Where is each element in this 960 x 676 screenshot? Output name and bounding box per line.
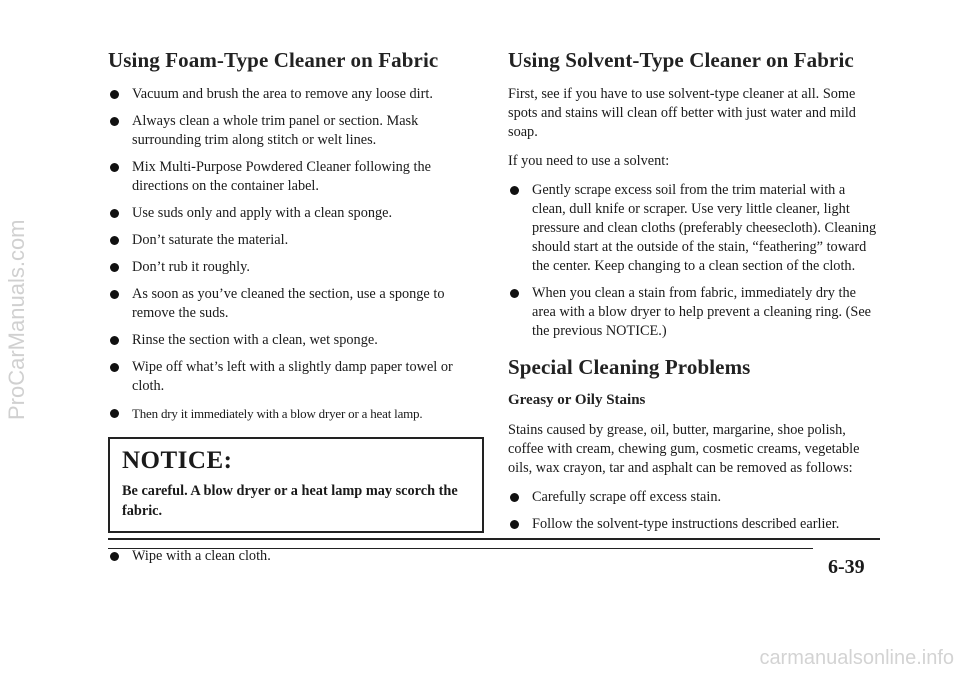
bottom-watermark: carmanualsonline.info <box>759 647 954 669</box>
list-item: Then dry it immediately with a blow dryer or a heat lamp. <box>108 404 480 423</box>
after-notice-steps <box>108 547 480 566</box>
greasy-stains-subheading: Greasy or Oily Stains <box>508 392 646 408</box>
list-item: Don’t rub it roughly. <box>108 258 480 277</box>
footer-rule-top <box>108 538 880 540</box>
bullet-icon <box>110 552 119 561</box>
list-item: Rinse the section with a clean, wet sponge. <box>108 331 480 350</box>
notice-title: NOTICE: <box>122 447 233 474</box>
bullet-icon <box>510 186 519 195</box>
right-column <box>508 40 880 542</box>
bullet-icon <box>110 117 119 126</box>
list-item: Carefully scrape off excess stain. <box>508 488 880 507</box>
list-item: Gently scrape excess soil from the trim material with a clean, dull knife or scraper. Use very little cleaner, light pressure and clean cloths (preferably cheesecloth). Cleaning should start at the outside of the stain, “feathering” toward the center. Keep changing to a clean section of the cloth. <box>508 181 880 276</box>
greasy-stains-paragraph: Stains caused by grease, oil, butter, margarine, shoe polish, coffee with cream, chewing gum, cosmetic creams, vegetable oils, wax crayon, tar and asphalt can be removed as follows: <box>508 422 860 476</box>
bullet-icon <box>510 289 519 298</box>
notice-text: Be careful. A blow dryer or a heat lamp may scorch the fabric. <box>122 483 458 519</box>
special-cleaning-heading: Special Cleaning Problems <box>508 355 751 379</box>
left-column <box>108 40 480 574</box>
page-number: 6-39 <box>828 556 865 578</box>
greasy-stains-steps <box>508 488 880 534</box>
bullet-icon <box>110 163 119 172</box>
solvent-steps <box>508 181 880 341</box>
list-item: Mix Multi-Purpose Powdered Cleaner following the directions on the container label. <box>108 158 480 196</box>
list-item: As soon as you’ve cleaned the section, use a sponge to remove the suds. <box>108 285 480 323</box>
bullet-icon <box>510 493 519 502</box>
bullet-icon <box>110 209 119 218</box>
list-item: Wipe off what’s left with a slightly damp paper towel or cloth. <box>108 358 480 396</box>
list-item: Always clean a whole trim panel or section. Mask surrounding trim along stitch or welt lines. <box>108 112 480 150</box>
foam-cleaner-steps <box>108 85 480 423</box>
bullet-icon <box>110 90 119 99</box>
list-item: Wipe with a clean cloth. <box>108 547 480 566</box>
bullet-icon <box>510 520 519 529</box>
list-item: Don’t saturate the material. <box>108 231 480 250</box>
bullet-icon <box>110 336 119 345</box>
bullet-icon <box>110 236 119 245</box>
bullet-icon <box>110 363 119 372</box>
bullet-icon <box>110 409 119 418</box>
bullet-icon <box>110 263 119 272</box>
solvent-intro-question: If you need to use a solvent: <box>508 153 670 169</box>
list-item: Use suds only and apply with a clean sponge. <box>108 204 480 223</box>
solvent-intro-paragraph: First, see if you have to use solvent-type cleaner at all. Some spots and stains will clean off better with just water and mild soap. <box>508 86 856 140</box>
footer-rule-bottom <box>108 548 813 549</box>
bullet-icon <box>110 290 119 299</box>
foam-cleaner-heading: Using Foam-Type Cleaner on Fabric <box>108 48 439 72</box>
notice-box <box>108 437 484 533</box>
side-watermark: ProCarManuals.com <box>4 219 29 420</box>
list-item: When you clean a stain from fabric, immediately dry the area with a blow dryer to help prevent a cleaning ring. (See the previous NOTICE.) <box>508 284 880 341</box>
solvent-cleaner-heading: Using Solvent-Type Cleaner on Fabric <box>508 48 854 72</box>
list-item: Follow the solvent-type instructions described earlier. <box>508 515 880 534</box>
list-item: Vacuum and brush the area to remove any loose dirt. <box>108 85 480 104</box>
